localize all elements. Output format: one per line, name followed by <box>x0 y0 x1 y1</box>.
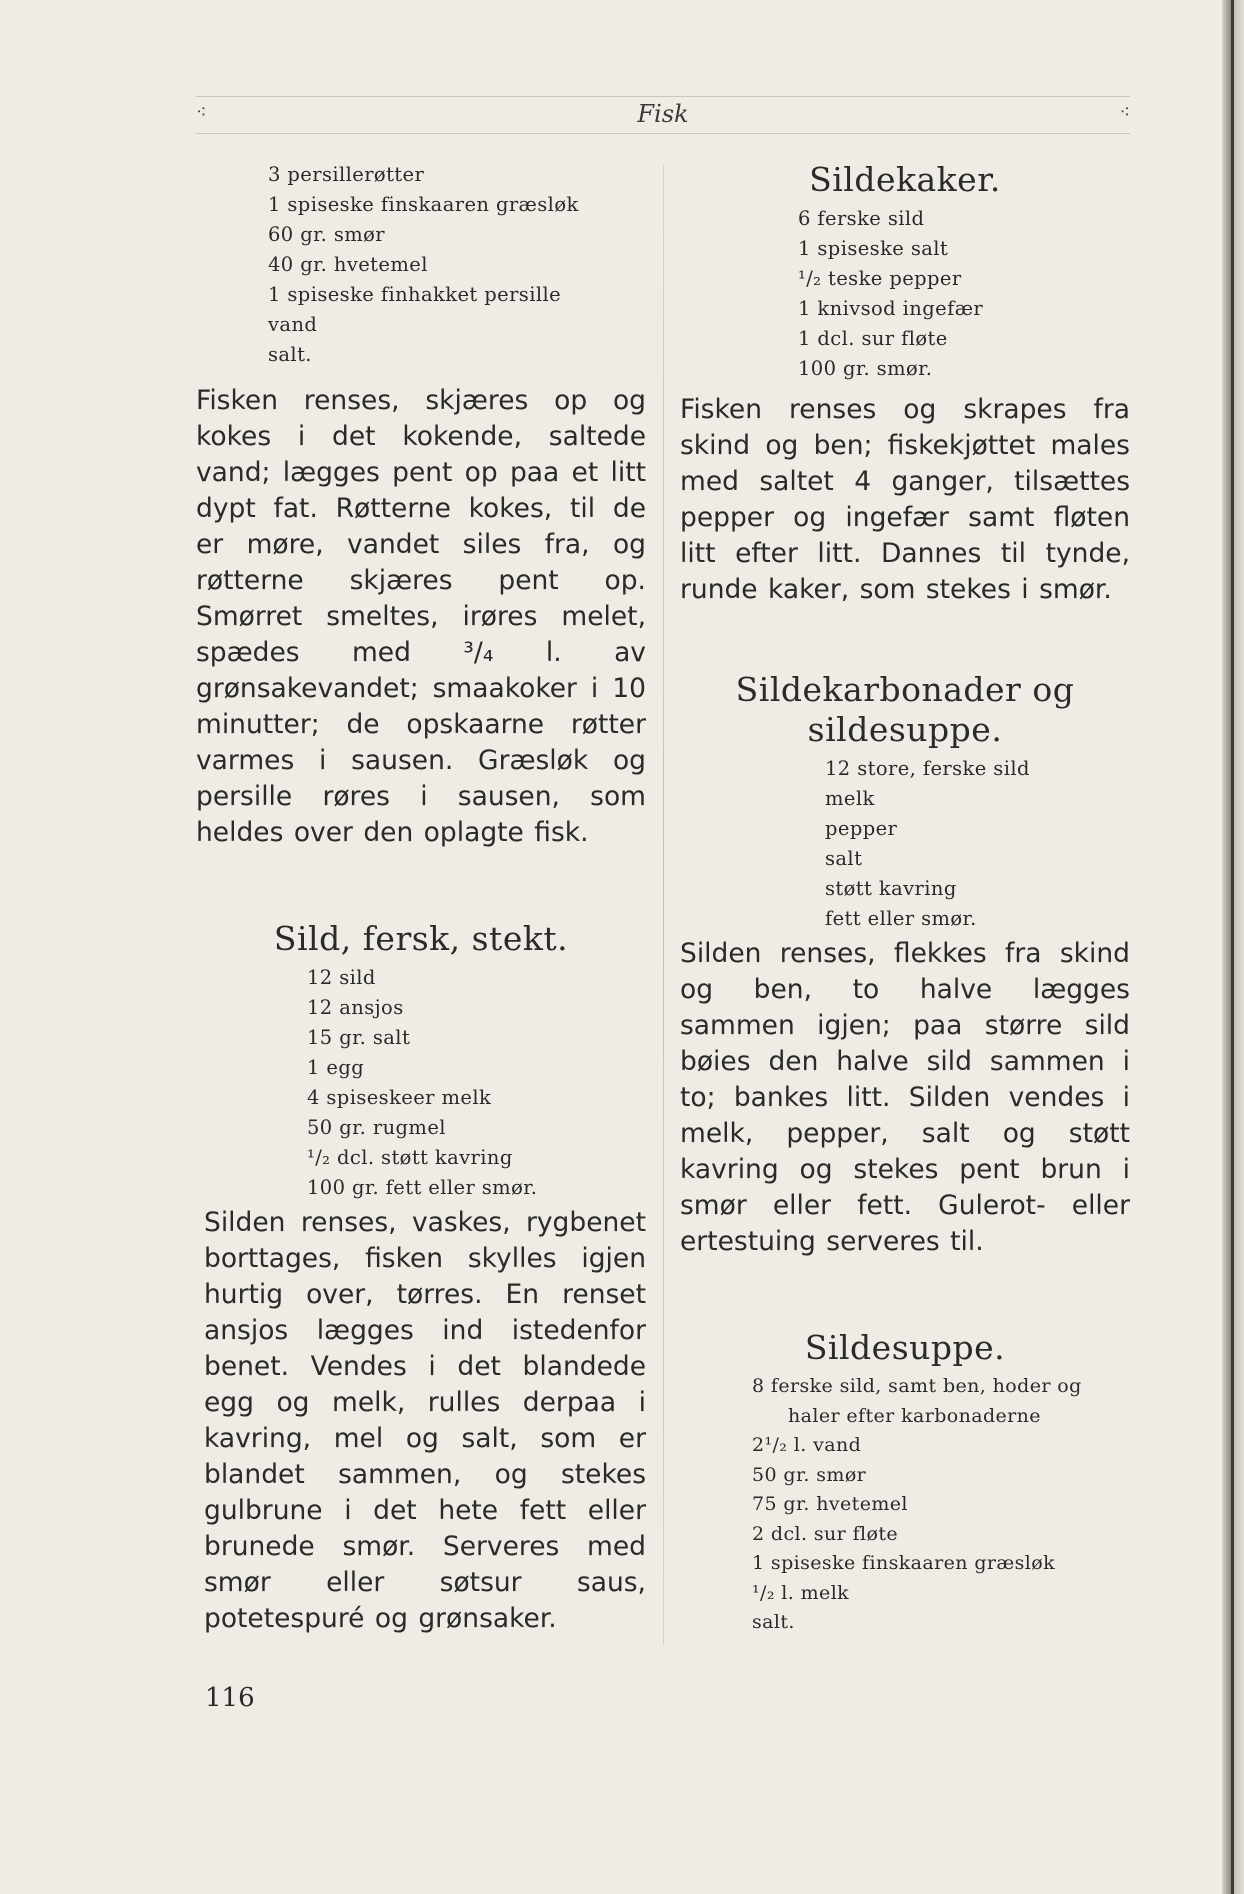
running-header <box>196 96 1130 134</box>
recipe-title: Sildekarbonader og sildesuppe. <box>735 670 1075 749</box>
ingredient-line: fett eller smør. <box>825 907 977 930</box>
ingredient-line: 1 spiseske salt <box>798 237 949 260</box>
ingredient-line: 100 gr. smør. <box>798 357 933 380</box>
method-paragraph: Silden renses, vaskes, rygbenet borttages, fisken skylles igjen hurtig over, tørres. En renset ansjos lægges ind istedenfor benet. Vendes i det blandede egg og melk, rulles derpaa i kavring, mel og salt, som er blandet sammen, og stekes gulbrune i det hete fett eller brunede smør. Serveres med smør eller søtsur saus, potetespuré og grønsaker. <box>204 1207 646 1634</box>
running-title: Fisk <box>637 100 689 128</box>
ingredient-line: ¹/₂ l. melk <box>752 1581 850 1604</box>
ingredient-line: 50 gr. smør <box>752 1463 867 1486</box>
ingredient-line: ¹/₂ dcl. støtt kavring <box>307 1146 513 1169</box>
ingredient-line: støtt kavring <box>825 877 957 900</box>
ingredient-list-sildekaker <box>798 204 1130 384</box>
ingredient-line: 6 ferske sild <box>798 207 925 230</box>
ingredient-line: vand <box>268 313 318 336</box>
right-column <box>680 160 1130 1638</box>
ingredient-line: 40 gr. hvetemel <box>268 253 428 276</box>
ingredient-line: 12 ansjos <box>307 996 404 1019</box>
ingredient-line: 1 spiseske finskaaren græsløk <box>752 1552 1056 1574</box>
ingredient-line: 1 spiseske finskaaren græsløk <box>268 193 579 216</box>
recipe-title: Sildekaker. <box>809 160 1001 199</box>
column-divider <box>663 165 664 1645</box>
ingredient-line: 1 dcl. sur fløte <box>798 327 948 350</box>
ingredient-line: ¹/₂ teske pepper <box>798 267 962 290</box>
ingredient-line: pepper <box>825 817 898 840</box>
ingredient-line: 12 store, ferske sild <box>825 757 1030 780</box>
ingredient-line: 12 sild <box>307 966 376 989</box>
method-paragraph: Fisken renses og skrapes fra skind og ben; fiskekjøttet males med saltet 4 ganger, tilsættes pepper og ingefær samt fløten litt efter litt. Dannes til tynde, runde kaker, som stekes i smør. <box>680 394 1130 605</box>
ingredient-line: salt. <box>752 1611 795 1633</box>
ingredient-line: 2¹/₂ l. vand <box>752 1434 862 1456</box>
recipe-title: Sild, fersk, stekt. <box>273 919 569 958</box>
method-paragraph: Silden renses, flekkes fra skind og ben, to halve lægges sammen igjen; paa større sild bøies den halve sild sammen i to; bankes litt. Silden vendes i melk, pepper, salt og støtt kavring og stekes pent brun i smør eller fett. Gulerot- eller ertestuing serveres til. <box>680 938 1130 1257</box>
ingredient-list-sauce <box>268 160 646 370</box>
ingredient-list-sildekarbonader <box>825 754 1130 934</box>
ingredient-line: 3 persillerøtter <box>268 163 425 186</box>
ingredient-line: 4 spiseskeer melk <box>307 1086 492 1109</box>
ornament-left-icon: ⁖ <box>196 102 207 123</box>
ingredient-line: 1 egg <box>307 1056 365 1079</box>
ingredient-line: 1 spiseske finhakket persille <box>268 283 562 306</box>
page-number: 116 <box>205 1683 255 1713</box>
ingredient-line: 75 gr. hvetemel <box>752 1493 908 1515</box>
recipe-title: Sildesuppe. <box>804 1328 1006 1367</box>
ingredient-line: 1 knivsod ingefær <box>798 297 984 320</box>
binding-line <box>1231 0 1234 1894</box>
ingredient-line: melk <box>825 787 875 810</box>
ingredient-line: 100 gr. fett eller smør. <box>307 1176 538 1199</box>
ingredient-line: 2 dcl. sur fløte <box>752 1522 899 1545</box>
ingredient-list-sild <box>307 963 646 1203</box>
ingredient-line: salt <box>825 847 863 870</box>
ingredient-line: 8 ferske sild, samt ben, hoder og <box>752 1375 1082 1397</box>
ingredient-list-sildesuppe <box>752 1372 1130 1638</box>
ornament-right-icon: ⁖ <box>1119 102 1130 123</box>
ingredient-line: 15 gr. salt <box>307 1026 411 1049</box>
ingredient-line: haler efter karbonaderne <box>788 1404 1041 1427</box>
ingredient-line: 50 gr. rugmel <box>307 1116 446 1139</box>
method-paragraph: Fisken renses, skjæres op og kokes i det kokende, saltede vand; lægges pent op paa et litt dypt fat. Røtterne kokes, til de er møre, vandet siles fra, og røtterne skjæres pent op. Smørret smeltes, irøres melet, spædes med ³/₄ l. av grønsakevandet; smaakoker i 10 minutter; de opskaarne røtter varmes i sausen. Græsløk og persille røres i sausen, som heldes over den oplagte fisk. <box>196 385 646 848</box>
left-column <box>196 160 646 1637</box>
ingredient-line: 60 gr. smør <box>268 223 386 246</box>
ingredient-line: salt. <box>268 343 312 366</box>
